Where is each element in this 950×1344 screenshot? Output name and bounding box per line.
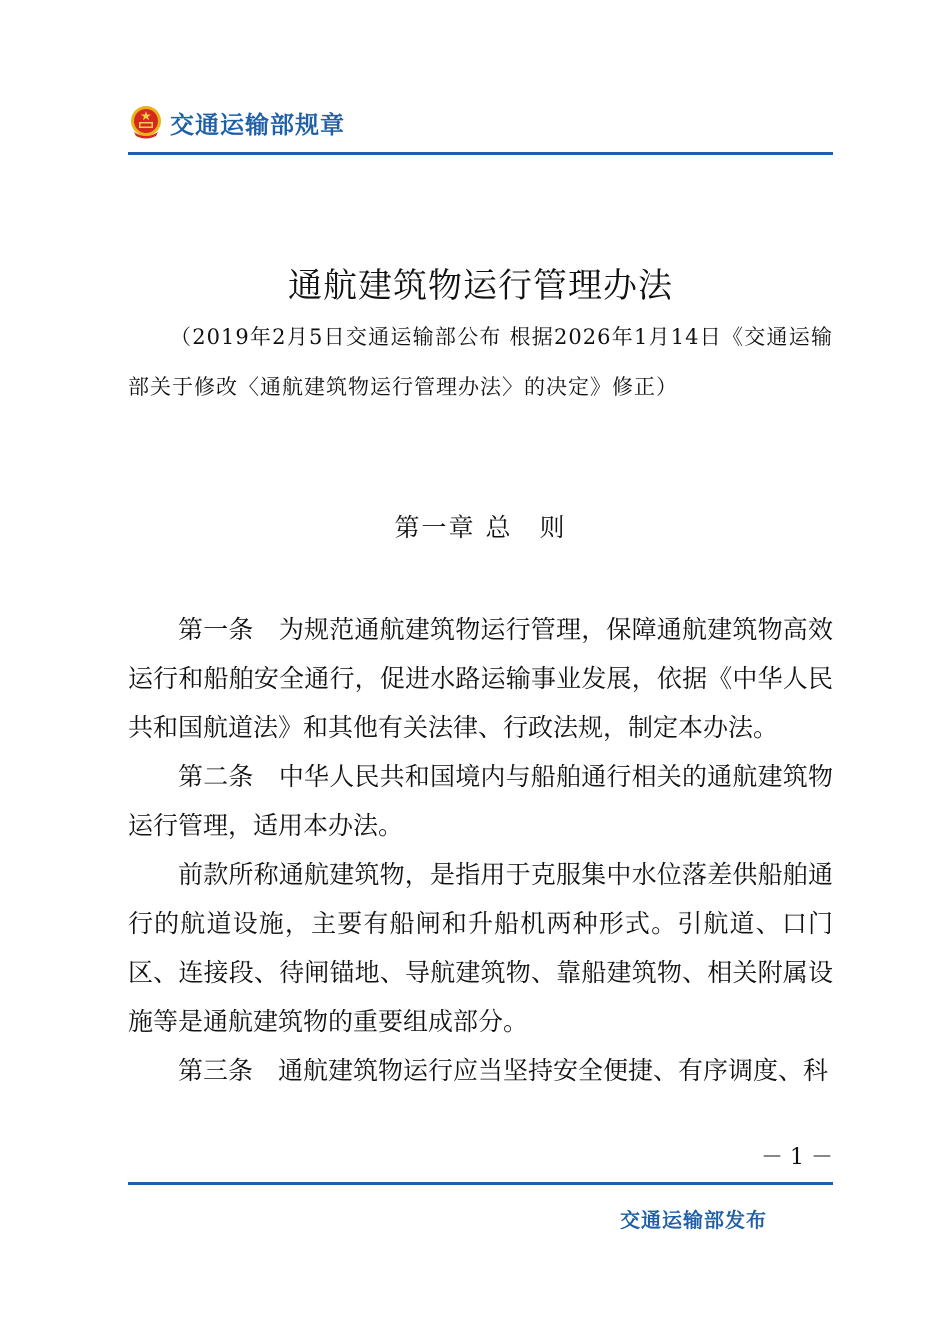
chapter-heading	[128, 508, 833, 544]
article-text: 中华人民共和国境内与船舶通行相关的通航建筑物运行管理，适用本办法。	[128, 762, 833, 840]
article-label: 第三条	[178, 1056, 254, 1085]
article-text: 为规范通航建筑物运行管理，保障通航建筑物高效运行和船舶安全通行，促进水路运输事业发展，依据《中华人民共和国航道法》和其他有关法律、行政法规，制定本办法。	[128, 615, 833, 742]
footer-divider	[128, 1182, 833, 1185]
chapter-number: 第一章	[394, 513, 476, 542]
body-text	[128, 605, 833, 1095]
article-label: 第一条	[178, 615, 254, 644]
header	[128, 100, 345, 144]
article-paragraph	[128, 752, 833, 850]
article-text: 前款所称通航建筑物，是指用于克服集中水位落差供船舶通行的航道设施，主要有船闸和升船机两种形式。引航道、口门区、连接段、待闸锚地、导航建筑物、靠船建筑物、相关附属设施等是通航建筑物的重要组成部分。	[128, 860, 833, 1036]
chapter-title: 总 则	[485, 513, 567, 542]
publisher-label: 交通运输部发布	[620, 1208, 767, 1232]
document-title: 通航建筑物运行管理办法	[288, 266, 673, 306]
header-title: 交通运输部规章	[170, 110, 345, 139]
article-paragraph	[128, 850, 833, 1046]
header-divider	[128, 152, 833, 155]
article-text: 通航建筑物运行应当坚持安全便捷、有序调度、科	[278, 1056, 829, 1085]
national-emblem-icon	[128, 104, 164, 140]
page-number: － 1 －	[761, 1145, 833, 1170]
article-label: 第二条	[178, 762, 254, 791]
article-paragraph	[128, 1046, 833, 1095]
document-subtitle: （2019年2月5日交通运输部公布 根据2026年1月14日《交通运输部关于修改〈通航建筑物运行管理办法〉的决定》修正）	[128, 325, 833, 399]
article-paragraph	[128, 605, 833, 752]
